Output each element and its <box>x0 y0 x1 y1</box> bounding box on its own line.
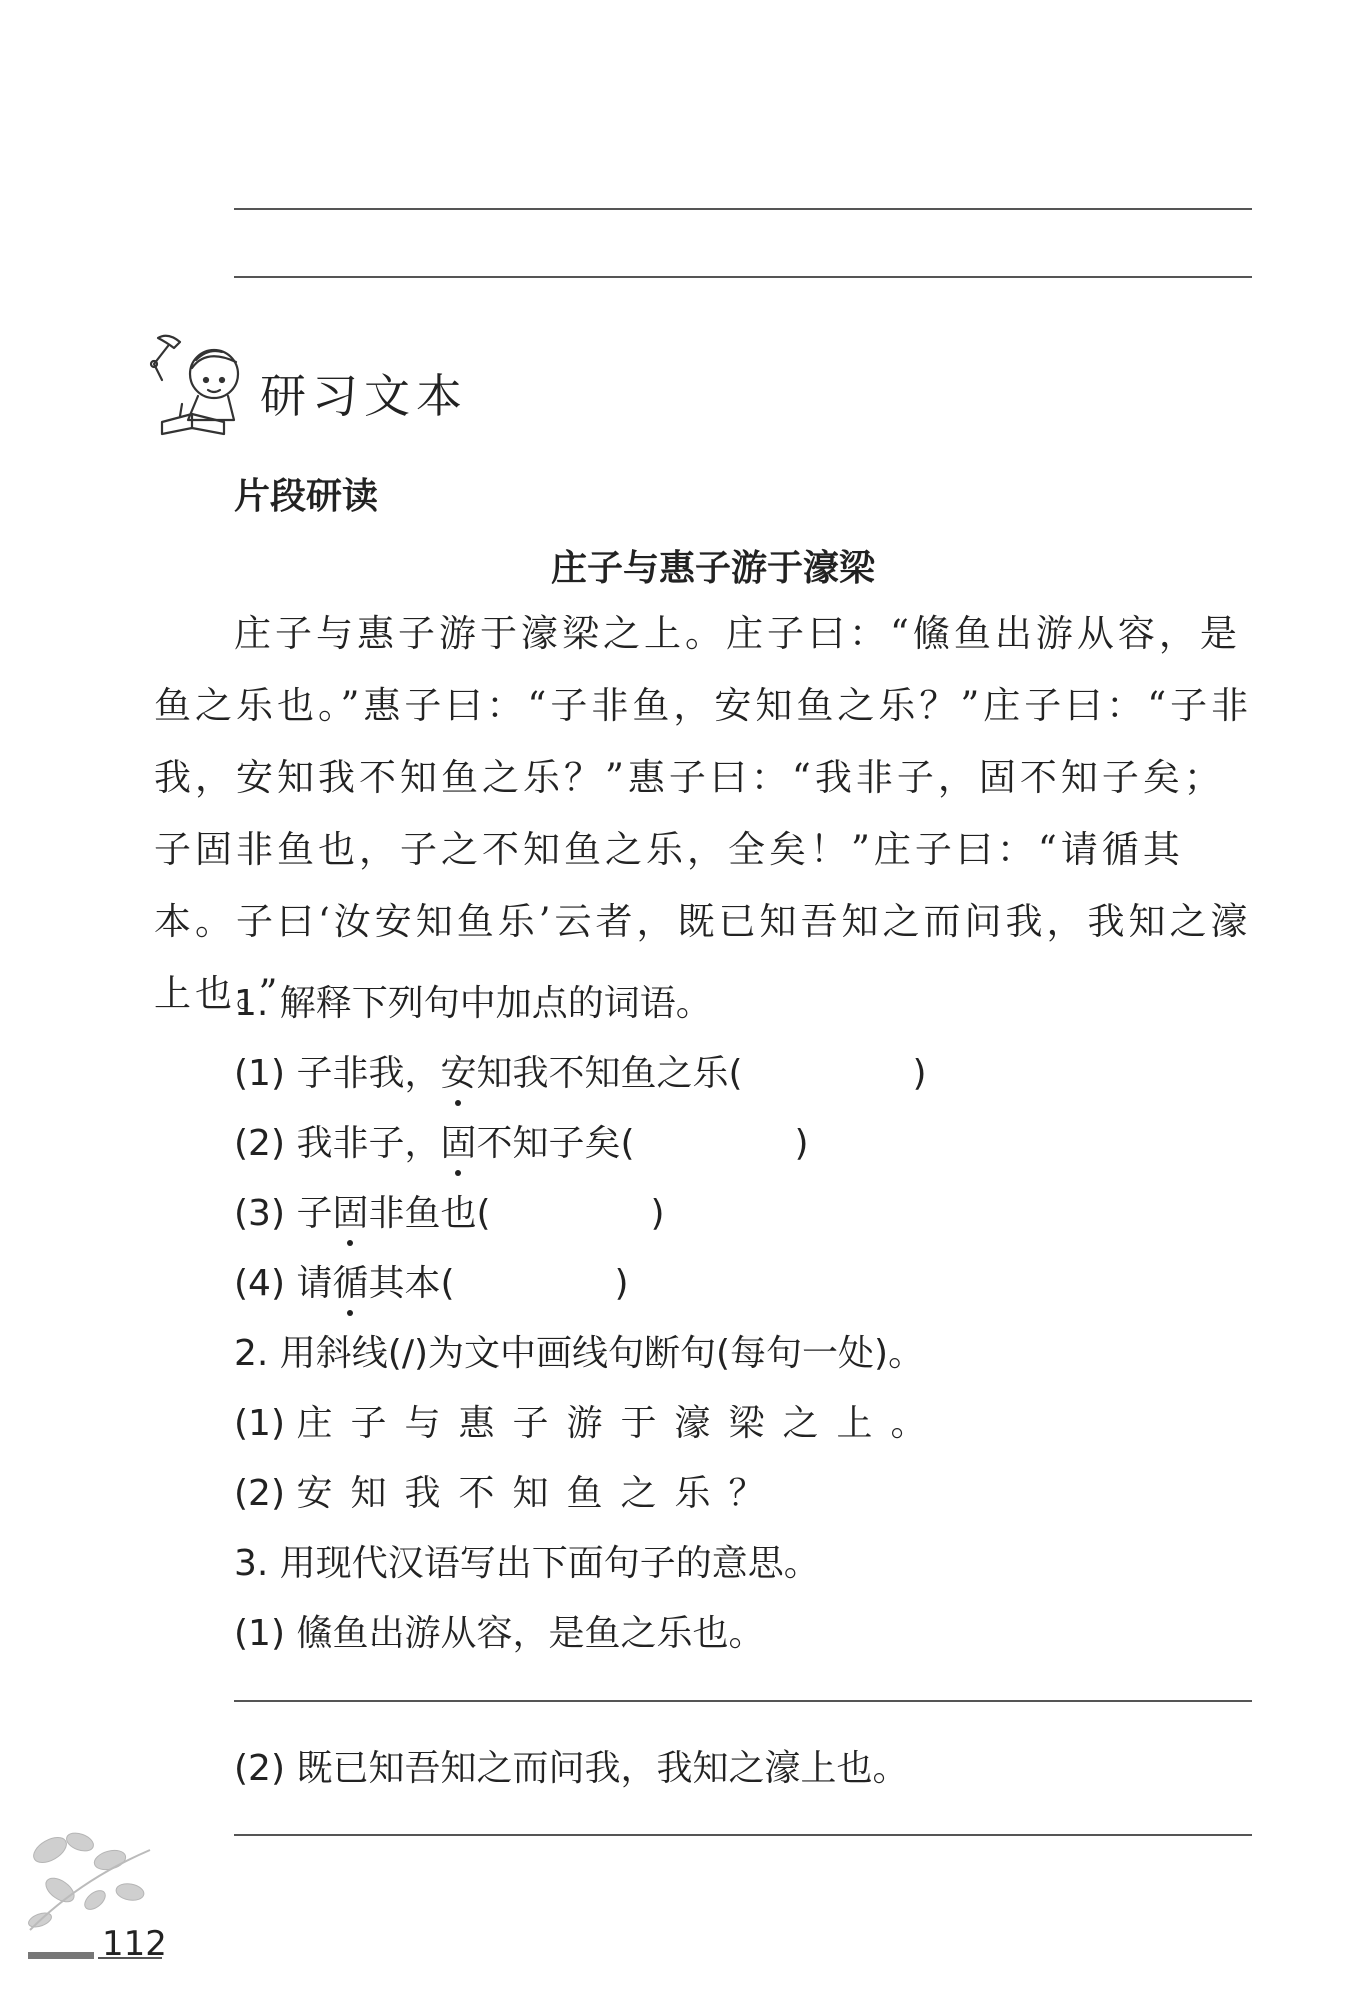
answer-line[interactable] <box>234 1700 1252 1702</box>
question-2-sentence: 安知我不知鱼之乐？ <box>296 1473 783 1514</box>
sub-heading: 片段研读 <box>234 476 379 517</box>
footer-bar <box>28 1952 94 1959</box>
question-2-sentence: 庄子与惠子游于濠梁之上。 <box>296 1403 945 1444</box>
question-1-item: (2) 我非子，固不知子矣( ) <box>234 1115 809 1166</box>
leaf-decoration-icon <box>20 1820 160 1940</box>
question-1-item: (3) 子固非鱼也( ) <box>234 1185 665 1236</box>
question-2-item: (2) 安知我不知鱼之乐？ <box>234 1473 783 1514</box>
question-2-prompt: 2. 用斜线(/)为文中画线句断句(每句一处)。 <box>234 1333 925 1374</box>
question-3-item: (2) 既已知吾知之而问我，我知之濠上也。 <box>234 1748 909 1789</box>
page-number: 112 <box>102 1924 167 1964</box>
section-title: 研习文本 <box>260 369 468 423</box>
footer-rule <box>98 1957 162 1959</box>
section-header <box>138 330 538 440</box>
passage-text: 庄子与惠子游于濠梁之上。庄子曰：“鯈鱼出游从容，是鱼之乐也。”惠子曰：“子非鱼，安知鱼之乐？”庄子曰：“子非我，安知我不知鱼之乐？”惠子曰：“我非子，固不知子矣；子固非鱼也，子之不知鱼之乐，全矣！”庄子曰：“请循其本。子曰‘汝安知鱼乐’云者，既已知吾知之而问我，我知之濠上也。” <box>154 612 1253 1015</box>
emphasis-dot-char: 循 <box>332 1255 368 1306</box>
question-1-item: (1) 子非我，安知我不知鱼之乐( ) <box>234 1045 927 1096</box>
answer-line <box>234 276 1252 278</box>
question-1-prompt: 1. 解释下列句中加点的词语。 <box>234 983 712 1024</box>
passage-title: 庄子与惠子游于濠梁 <box>550 548 875 589</box>
question-3-item: (1) 鯈鱼出游从容，是鱼之乐也。 <box>234 1613 765 1654</box>
emphasis-dot-char: 固 <box>332 1185 368 1236</box>
emphasis-dot-char: 安 <box>440 1045 476 1096</box>
reading-child-lamp-icon <box>138 330 258 440</box>
answer-line <box>234 208 1252 210</box>
emphasis-dot-char: 固 <box>440 1115 476 1166</box>
question-2-item: (1) 庄子与惠子游于濠梁之上。 <box>234 1403 945 1444</box>
question-3-prompt: 3. 用现代汉语写出下面句子的意思。 <box>234 1543 820 1584</box>
answer-line[interactable] <box>234 1834 1252 1836</box>
question-1-item: (4) 请循其本( ) <box>234 1255 629 1306</box>
